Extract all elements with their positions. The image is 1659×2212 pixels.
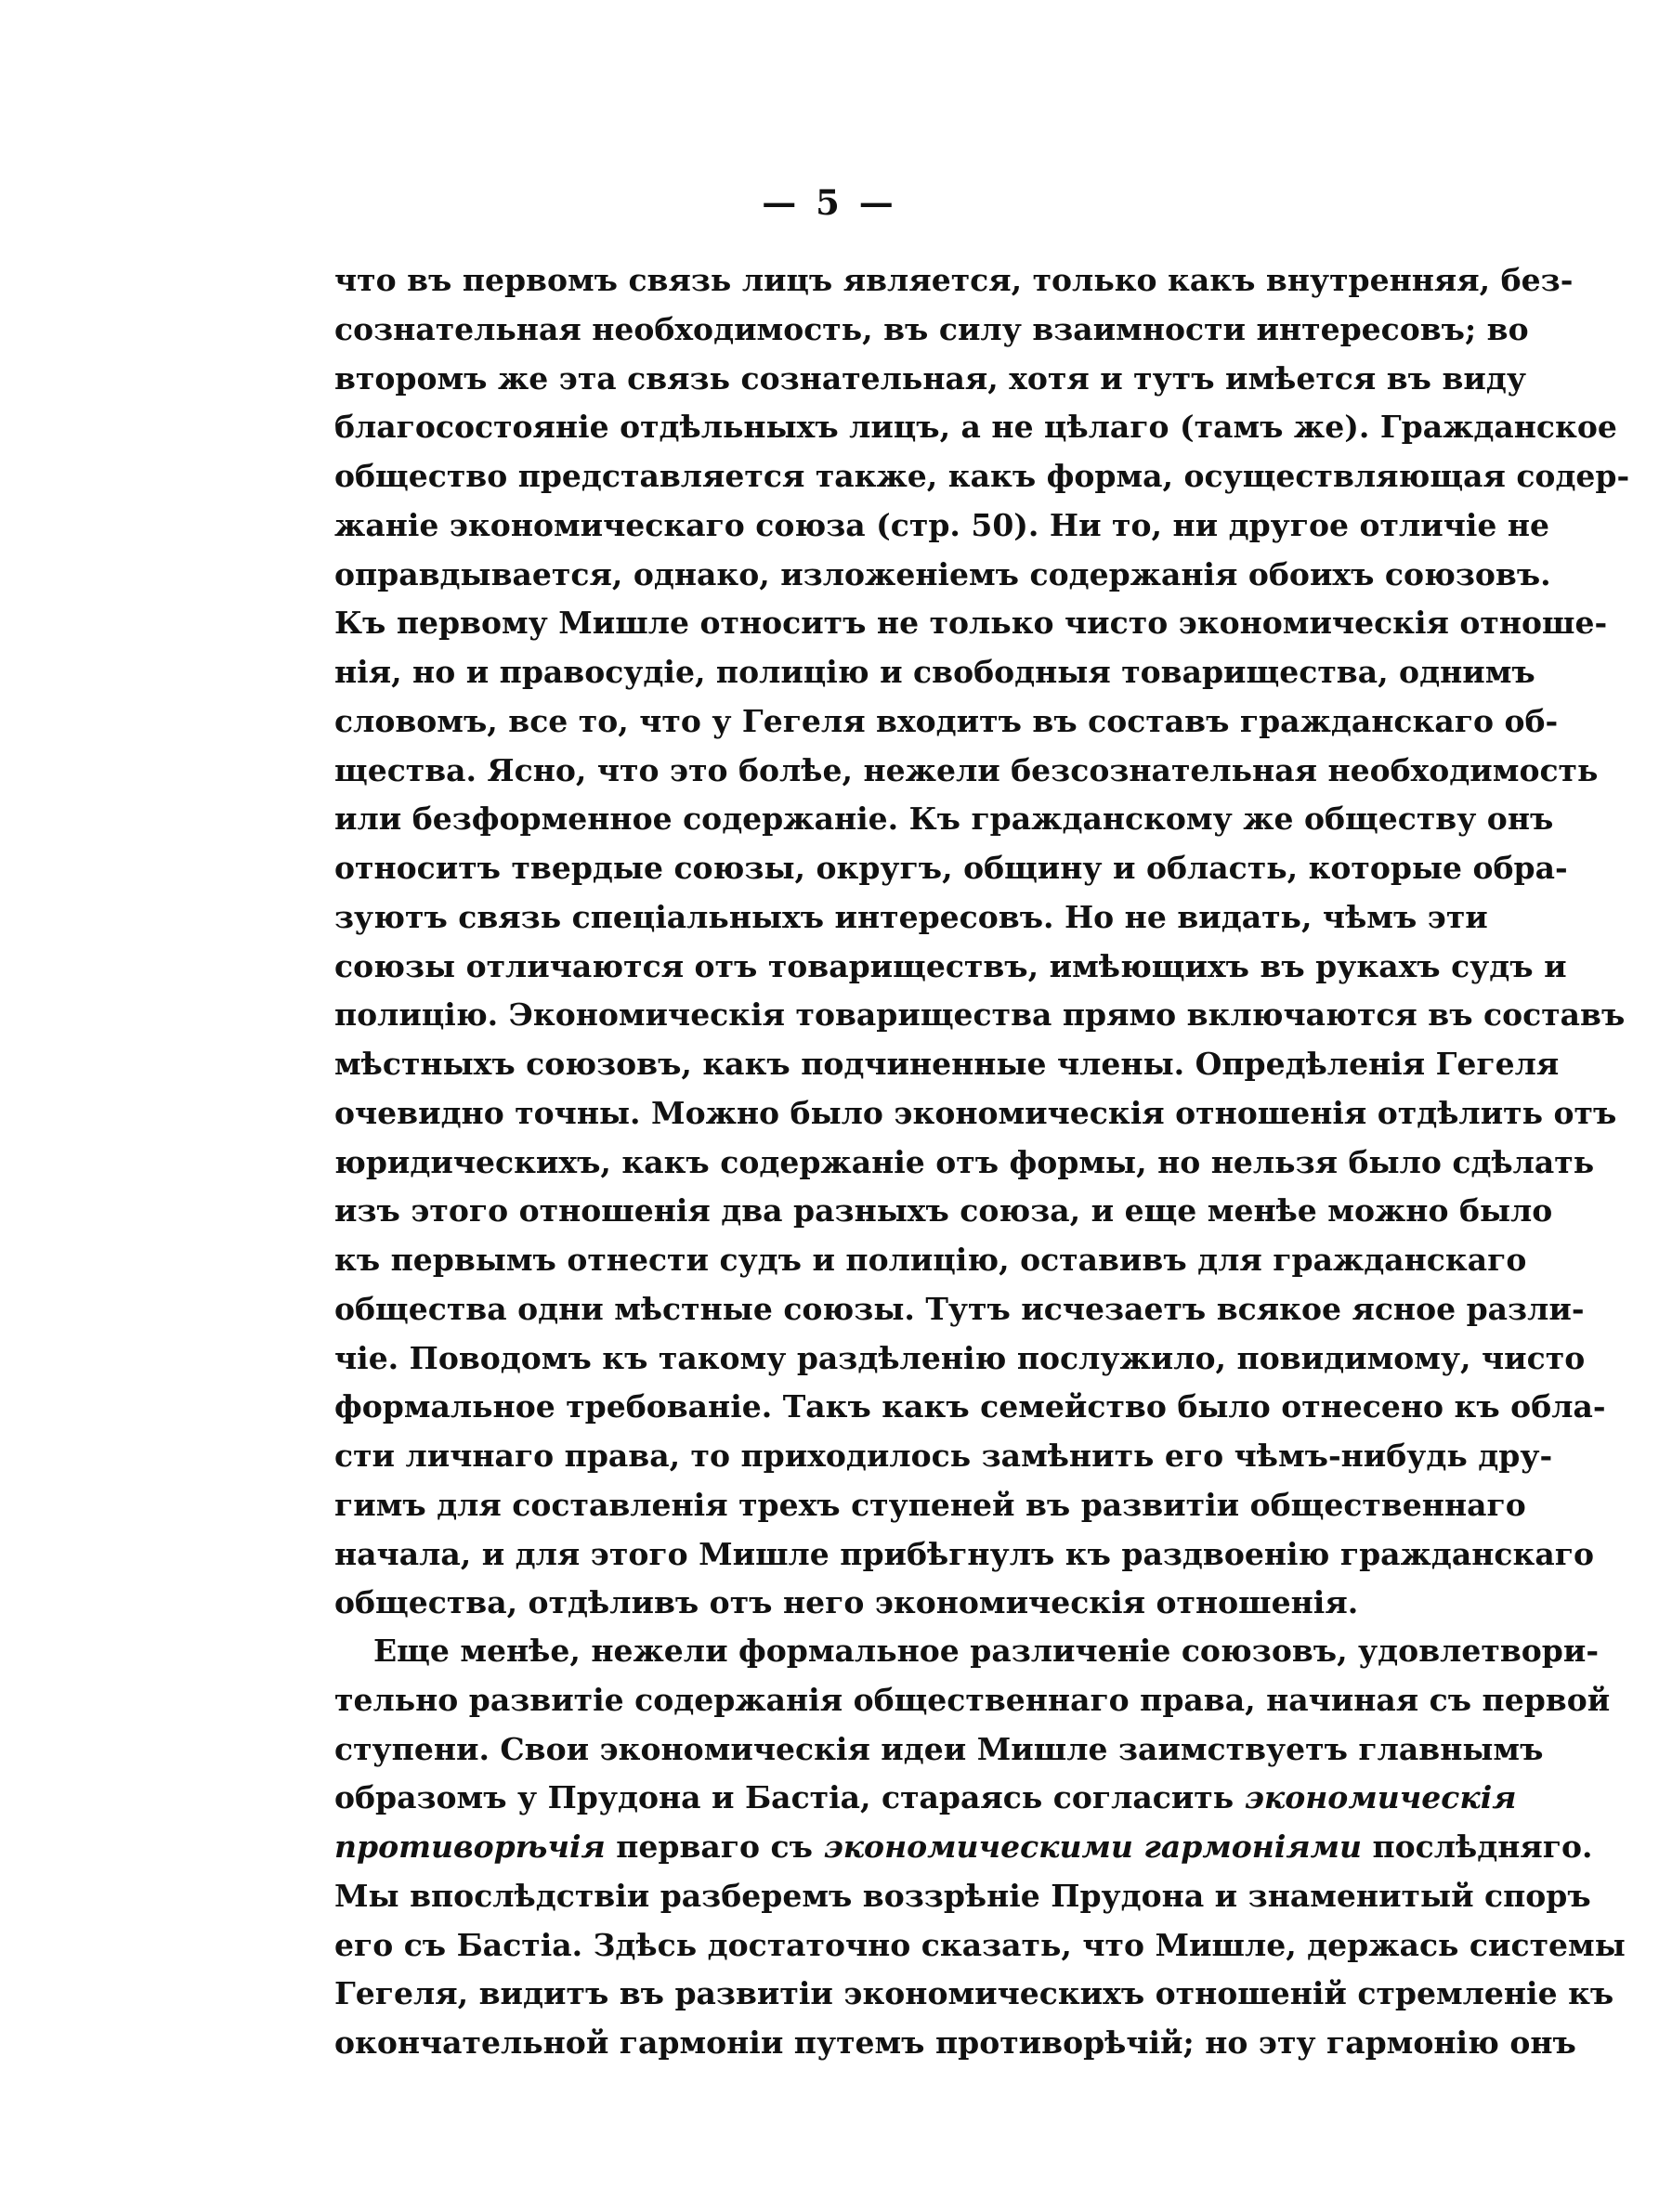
paragraph-1: [334, 256, 1630, 1628]
text-line: относитъ твердые союзы, округъ, общину и область, которые обра-: [334, 850, 1568, 886]
text-line: общество представляется также, какъ форма, осуществляющая содер-: [334, 458, 1630, 494]
page-number: — 5 —: [762, 182, 897, 223]
text-line: или безформенное содержаніе. Къ гражданскому же обществу онъ: [334, 800, 1554, 838]
text-line: полицію. Экономическія товарищества прямо включаются въ составъ: [334, 996, 1626, 1034]
text-line: Гегеля, видитъ въ развитіи экономическихъ отношеній стремленіе къ: [334, 1975, 1614, 2012]
plain-text: перваго съ: [605, 1828, 824, 1865]
text-line: второмъ же эта связь сознательная, хотя и тутъ имѣется въ виду: [334, 359, 1527, 397]
text-line: жаніе экономическаго союза (стр. 50). Ни то, ни другое отличіе не: [334, 506, 1550, 543]
text-line: его съ Бастіа. Здѣсь достаточно сказать, что Мишле, держась системы: [334, 1926, 1626, 1963]
text-line: юридическихъ, какъ содержаніе отъ формы, но нельзя было сдѣлать: [334, 1143, 1595, 1180]
text-line: оправдывается, однако, изложеніемъ содержанія обоихъ союзовъ.: [334, 555, 1551, 592]
text-line: окончательной гармоніи путемъ противорѣчій; но эту гармонію онъ: [334, 2024, 1576, 2061]
text-line: ступени. Свои экономическія идеи Мишле заимствуетъ главнымъ: [334, 1730, 1544, 1767]
paragraph-2: [334, 1627, 1626, 2068]
text-line: Мы впослѣдствіи разберемъ воззрѣніе Прудона и знаменитый споръ: [334, 1877, 1591, 1914]
plain-text: послѣдняго.: [1361, 1828, 1593, 1865]
text-line: формальное требованіе. Такъ какъ семейство было отнесено къ обла-: [334, 1388, 1606, 1425]
text-line: зуютъ связь спеціальныхъ интересовъ. Но не видать, чѣмъ эти: [334, 898, 1488, 935]
text-line: начала, и для этого Мишле прибѣгнулъ къ раздвоенію гражданскаго: [334, 1535, 1594, 1572]
text-line: гимъ для составленія трехъ ступеней въ развитіи общественнаго: [334, 1486, 1526, 1523]
text-line: словомъ, все то, что у Гегеля входитъ въ составъ гражданскаго об-: [334, 702, 1559, 739]
text-line: Къ первому Мишле относитъ не только чисто экономическія отноше-: [334, 605, 1608, 642]
text-line: общества одни мѣстные союзы. Тутъ исчезаетъ всякое ясное разли-: [334, 1290, 1585, 1327]
italic-term: экономическими гармоніями: [823, 1828, 1362, 1865]
text-line: благосостояніе отдѣльныхъ лицъ, а не цѣлаго (тамъ же). Гражданское: [334, 409, 1617, 446]
text-line: очевидно точны. Можно было экономическія отношенія отдѣлить отъ: [334, 1094, 1617, 1131]
text-line: къ первымъ отнести судъ и полицію, оставивъ для гражданскаго: [334, 1242, 1527, 1278]
text-line: [334, 1774, 1517, 1823]
text-line: [334, 1823, 1593, 1872]
italic-term: противорѣчія: [334, 1828, 606, 1865]
text-line: чіе. Поводомъ къ такому раздѣленію послужило, повидимому, чисто: [334, 1339, 1586, 1376]
text-line: союзы отличаются отъ товариществъ, имѣющихъ въ рукахъ судъ и: [334, 947, 1567, 984]
text-line: щества. Ясно, что это болѣе, нежели безсознательная необходимость: [334, 751, 1599, 788]
text-line: общества, отдѣливъ отъ него экономическія отношенія.: [334, 1584, 1359, 1621]
plain-text: образомъ у Прудона и Бастіа, стараясь согласить: [334, 1779, 1245, 1816]
text-line: Еще менѣе, нежели формальное различеніе союзовъ, удовлетвори-: [373, 1633, 1600, 1669]
text-line: тельно развитіе содержанія общественнаго права, начиная съ первой: [334, 1681, 1611, 1718]
text-line: мѣстныхъ союзовъ, какъ подчиненные члены. Опредѣленія Гегеля: [334, 1046, 1560, 1082]
text-line: сознательная необходимость, въ силу взаимности интересовъ; во: [334, 310, 1529, 347]
text-line: сти личнаго права, то приходилось замѣнить его чѣмъ-нибудь дру-: [334, 1438, 1553, 1474]
italic-term: экономическія: [1244, 1779, 1517, 1816]
text-line: нія, но и правосудіе, полицію и свободныя товарищества, однимъ: [334, 654, 1535, 690]
text-line: изъ этого отношенія два разныхъ союза, и еще менѣе можно было: [334, 1192, 1553, 1230]
text-line: что въ первомъ связь лицъ является, только какъ внутренняя, без-: [334, 262, 1574, 298]
